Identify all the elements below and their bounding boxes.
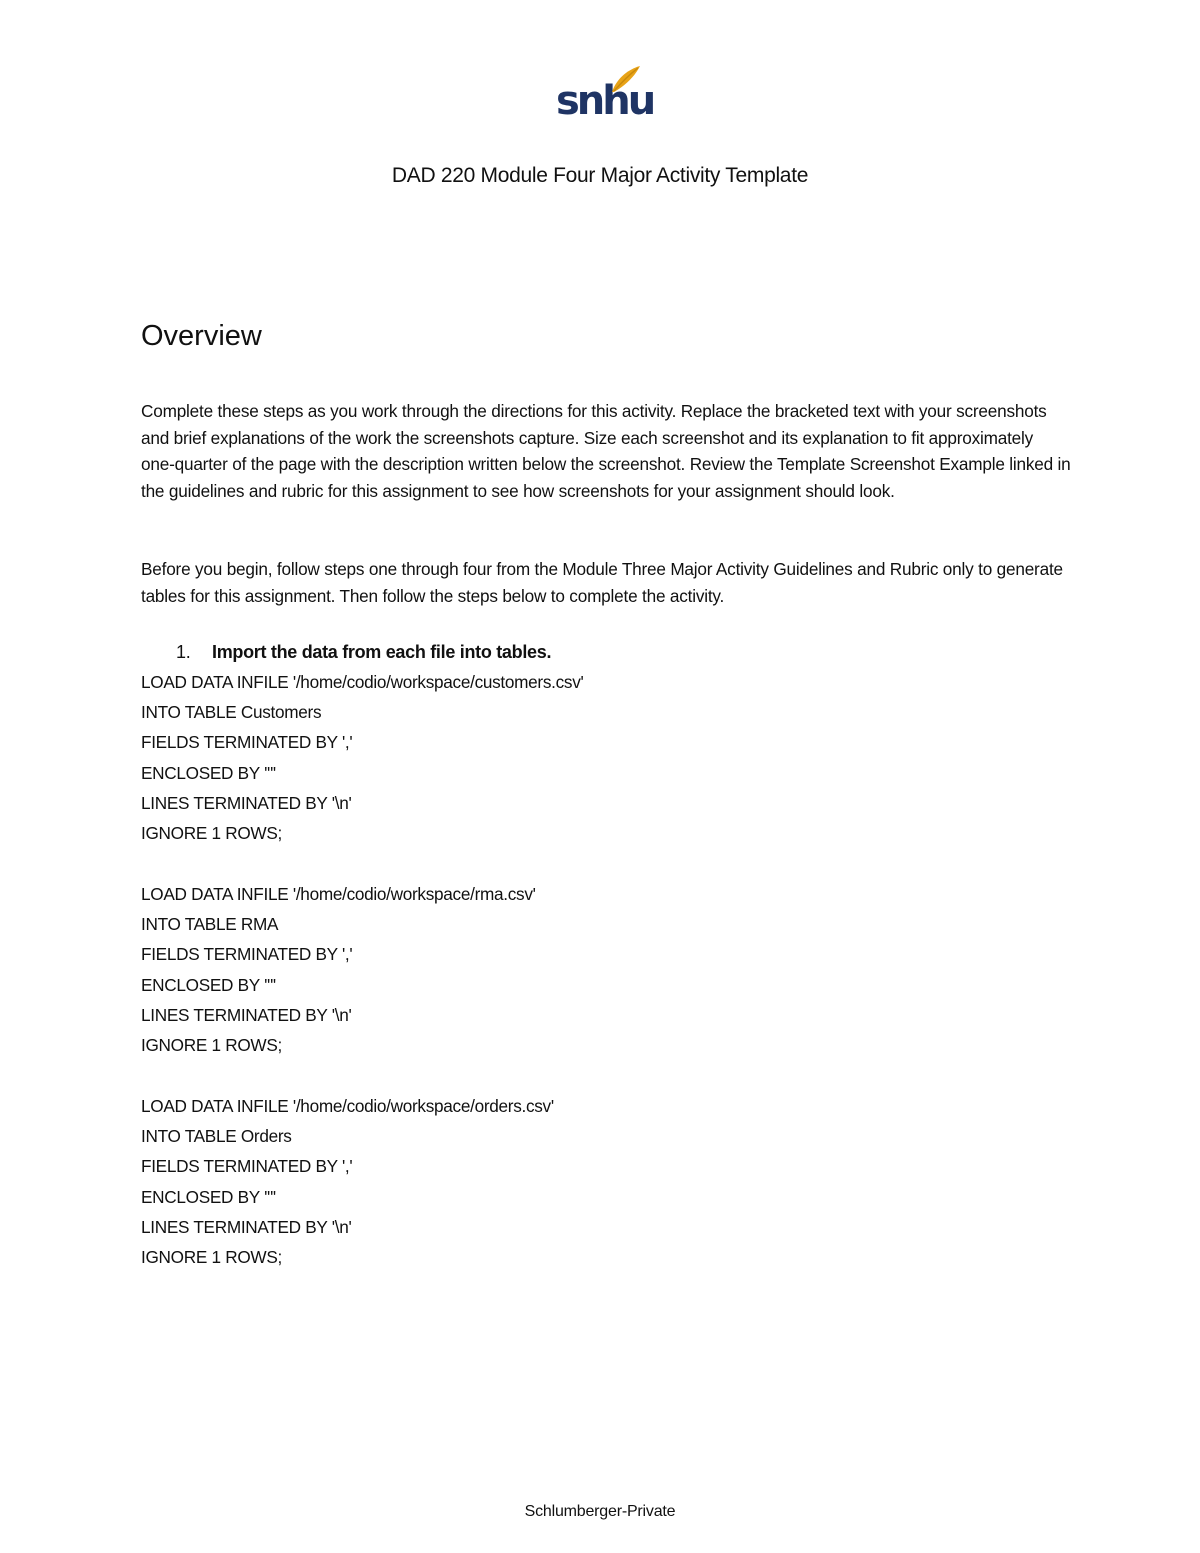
- sql-line: LOAD DATA INFILE '/home/codio/workspace/rma.csv': [141, 884, 536, 904]
- document-title: DAD 220 Module Four Major Activity Template: [391, 164, 809, 187]
- sql-line: LINES TERMINATED BY '\n': [141, 792, 352, 813]
- overview-paragraph-2: Before you begin, follow steps one through four from the Module Three Major Activity Guidelines and Rubric only to generate tables for this assignment. Then follow the steps below to complete the activity.: [141, 559, 1063, 606]
- sql-line: LOAD DATA INFILE '/home/codio/workspace/customers.csv': [141, 672, 584, 692]
- step-text: Import the data from each file into tables.: [212, 642, 552, 662]
- sql-line: INTO TABLE RMA: [141, 914, 279, 935]
- sql-line: ENCLOSED BY '"': [141, 974, 276, 995]
- sql-line: INTO TABLE Customers: [141, 702, 322, 723]
- sql-line: INTO TABLE Orders: [141, 1126, 292, 1147]
- sql-line: ENCLOSED BY '"': [141, 762, 276, 783]
- step-1: [176, 639, 551, 665]
- sql-line: LINES TERMINATED BY '\n': [141, 1004, 352, 1025]
- sql-line: FIELDS TERMINATED BY ',': [141, 944, 353, 965]
- sql-line: ENCLOSED BY '"': [141, 1186, 276, 1207]
- footer-classification: Schlumberger-Private: [524, 1503, 676, 1520]
- sql-block-orders: [141, 1091, 554, 1272]
- sql-line: FIELDS TERMINATED BY ',': [141, 732, 353, 753]
- sql-line: LINES TERMINATED BY '\n': [141, 1216, 352, 1237]
- sql-line: IGNORE 1 ROWS;: [141, 1034, 282, 1055]
- step-number: 1.: [176, 642, 191, 662]
- sql-block-customers: [141, 667, 583, 848]
- snhu-logo: [556, 64, 654, 126]
- sql-line: LOAD DATA INFILE '/home/codio/workspace/orders.csv': [141, 1096, 554, 1116]
- sql-block-rma: [141, 879, 536, 1060]
- overview-paragraph-1: Complete these steps as you work through the directions for this activity. Replace the bracketed text with your screenshots and brief explanations of the work the screenshots capture. Size each screenshot and its explanation to fit approximately one-quarter of the page with the description written below the screenshot. Review the Template Screenshot Example linked in the guidelines and rubric for this assignment to see how screenshots for your assignment should look.: [141, 401, 1071, 501]
- overview-heading: Overview: [141, 320, 262, 352]
- leaf-icon: [608, 64, 642, 94]
- sql-line: IGNORE 1 ROWS;: [141, 822, 282, 843]
- sql-line: FIELDS TERMINATED BY ',': [141, 1156, 353, 1177]
- sql-line: IGNORE 1 ROWS;: [141, 1246, 282, 1267]
- logo-wordmark: snhu: [556, 78, 654, 124]
